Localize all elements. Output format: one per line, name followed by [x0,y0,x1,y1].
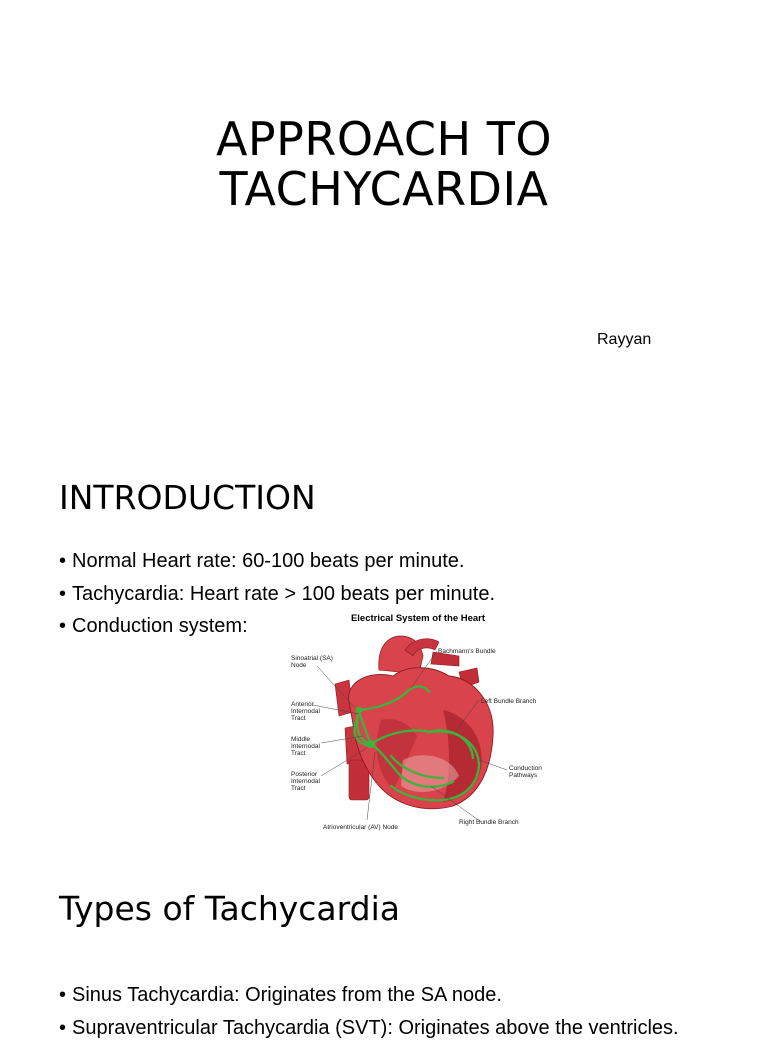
diagram-title: Electrical System of the Heart [283,613,553,624]
label-text: Sinoatrial (SA) [291,655,333,662]
label-posterior-internodal-tract [291,771,320,792]
label-text: Internodal [291,778,320,785]
label-middle-internodal-tract [291,736,320,757]
label-right-bundle-branch: Right Bundle Branch [459,819,519,826]
slide-heading: INTRODUCTION [59,478,316,518]
label-sa-node [291,655,333,669]
heart-conduction-diagram [283,610,553,835]
title-line-2: TACHYCARDIA [0,164,768,214]
bullet-item: • Sinus Tachycardia: Originates from the SA node. [59,979,679,1012]
bullet-item: • Tachycardia: Heart rate > 100 beats per minute. [59,578,495,611]
label-av-node: Atrioventricular (AV) Node [323,824,398,831]
label-text: Pathways [509,772,542,779]
label-text: Tract [291,750,320,757]
heart-illustration [283,610,553,835]
label-left-bundle-branch: Left Bundle Branch [481,698,536,705]
title-line-1: APPROACH TO [0,114,768,164]
label-text: Tract [291,715,320,722]
bullet-item: • Supraventricular Tachycardia (SVT): Originates above the ventricles. [59,1012,679,1044]
slide-introduction [0,440,768,860]
label-text: Middle [291,736,320,743]
bullet-list [59,979,679,1044]
label-bachmanns-bundle: Bachmann's Bundle [438,648,496,655]
presentation-title [0,114,768,214]
bullet-item: • Normal Heart rate: 60-100 beats per minute. [59,545,495,578]
slide-heading: Types of Tachycardia [59,889,400,929]
label-text: Anterior [291,701,320,708]
bullet-item: • Conduction system: [59,610,495,643]
author-name: Rayyan [597,331,651,349]
label-text: Conduction [509,765,542,772]
label-text: Node [291,662,333,669]
label-text: Tract [291,785,320,792]
slide-title [0,0,768,440]
label-text: Internodal [291,743,320,750]
label-conduction-pathways [509,765,542,779]
label-anterior-internodal-tract [291,701,320,722]
label-text: Posterior [291,771,320,778]
label-text: Internodal [291,708,320,715]
slide-types [0,860,768,1024]
